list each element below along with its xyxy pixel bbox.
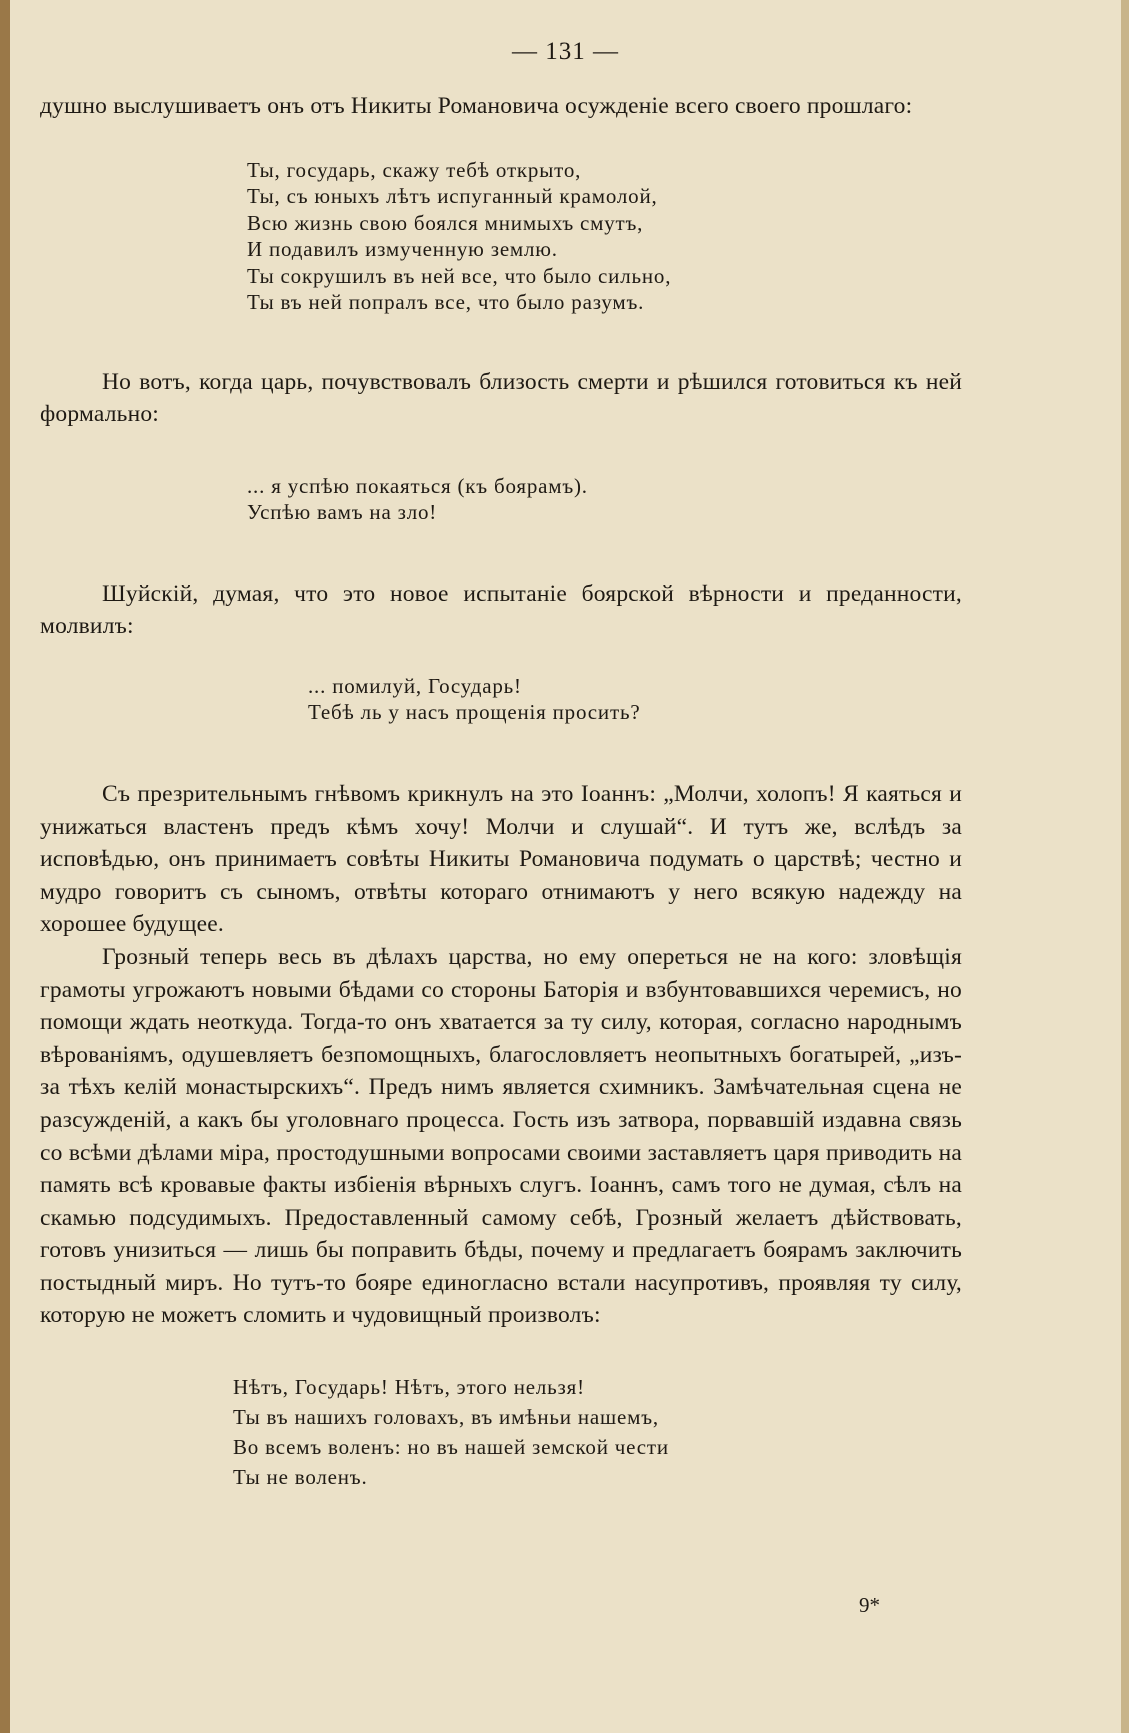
verse-line: И подавилъ измученную землю.	[247, 237, 558, 262]
paragraph-4: Съ презрительнымъ гнѣвомъ крикнулъ на это Іоаннъ: „Молчи, холопъ! Я каяться и унижаться властенъ предъ кѣмъ хочу! Молчи и слушай“. И тутъ же, вслѣдъ за исповѣдью, онъ принимаетъ совѣты Никиты Романовича подумать о царствѣ; честно и мудро говоритъ съ сыномъ, отвѣты котораго отнимаютъ у него всякую надежду на хорошее будущее.	[40, 780, 962, 938]
verse-line: Всю жизнь свою боялся мнимыхъ смутъ,	[247, 210, 644, 235]
verse-line: Ты, государь, скажу тебѣ открыто,	[247, 157, 582, 182]
verse-line: Тебѣ ль у насъ прощенія просить?	[308, 700, 641, 725]
verse-quote-2	[247, 473, 962, 526]
signature-mark: 9*	[859, 1593, 880, 1617]
verse-line: Ты, съ юныхъ лѣтъ испуганный крамолой,	[247, 184, 658, 209]
verse-line: ... помилуй, Государь!	[308, 673, 522, 698]
verse-line: Ты не воленъ.	[233, 1465, 368, 1490]
verse-line: Ты сокрушилъ въ ней все, что было сильно,	[247, 263, 672, 288]
verse-line: ... я успѣю покаяться (къ боярамъ).	[247, 473, 588, 498]
verse-quote-1	[247, 157, 962, 316]
verse-quote-4	[233, 1372, 962, 1492]
verse-line: Ты въ ней попралъ все, что было разумъ.	[247, 290, 645, 315]
verse-line: Во всемъ воленъ: но въ нашей земской чести	[233, 1435, 669, 1460]
verse-line: Успѣю вамъ на зло!	[247, 500, 438, 525]
paragraph-2: Но вотъ, когда царь, почувствовалъ близость смерти и рѣшился готовиться къ ней формально:	[40, 368, 962, 428]
verse-quote-3	[308, 673, 962, 726]
verse-line: Ты въ нашихъ головахъ, въ имѣньи нашемъ,	[233, 1405, 659, 1430]
paragraph-5: Грозный теперь весь въ дѣлахъ царства, но ему опереться не на кого: зловѣщія грамоты угрожаютъ новыми бѣдами со стороны Баторія и взбунтовавшихся черемисъ, но помощи ждать неоткуда. Тогда-то онъ хватается за ту силу, которая, согласно народнымъ вѣрованіямъ, одушевляетъ безпомощныхъ, благословляетъ неопытныхъ богатырей, „изъ-за тѣхъ келій монастырскихъ“. Предъ нимъ является схимникъ. Замѣчательная сцена не разсужденій, а какъ бы уголовнаго процесса. Гость изъ затвора, порвавшій издавна связь со всѣми дѣлами міра, простодушными вопросами своими заставляетъ царя приводить на память всѣ кровавые факты избіенія вѣрныхъ слугъ. Іоаннъ, самъ того не думая, сѣлъ на скамью подсудимыхъ. Предоставленный самому себѣ, Грозный желаетъ дѣйствовать, готовъ унизиться — лишь бы поправить бѣды, почему и предлагаетъ боярамъ заключить постыдный миръ. Но тутъ-то бояре единогласно встали насупротивъ, проявляя ту силу, которую не можетъ сломить и чудовищный произволъ:	[40, 943, 962, 1329]
page-number: — 131 —	[512, 38, 619, 65]
paragraph-1: душно выслушиваетъ онъ отъ Никиты Романовича осужденіе всего своего прошлаго:	[40, 93, 913, 119]
paragraph-3: Шуйскій, думая, что это новое испытаніе боярской вѣрности и преданности, молвилъ:	[40, 580, 962, 640]
text-column	[40, 90, 962, 1492]
verse-line: Нѣтъ, Государь! Нѣтъ, этого нельзя!	[233, 1375, 585, 1400]
